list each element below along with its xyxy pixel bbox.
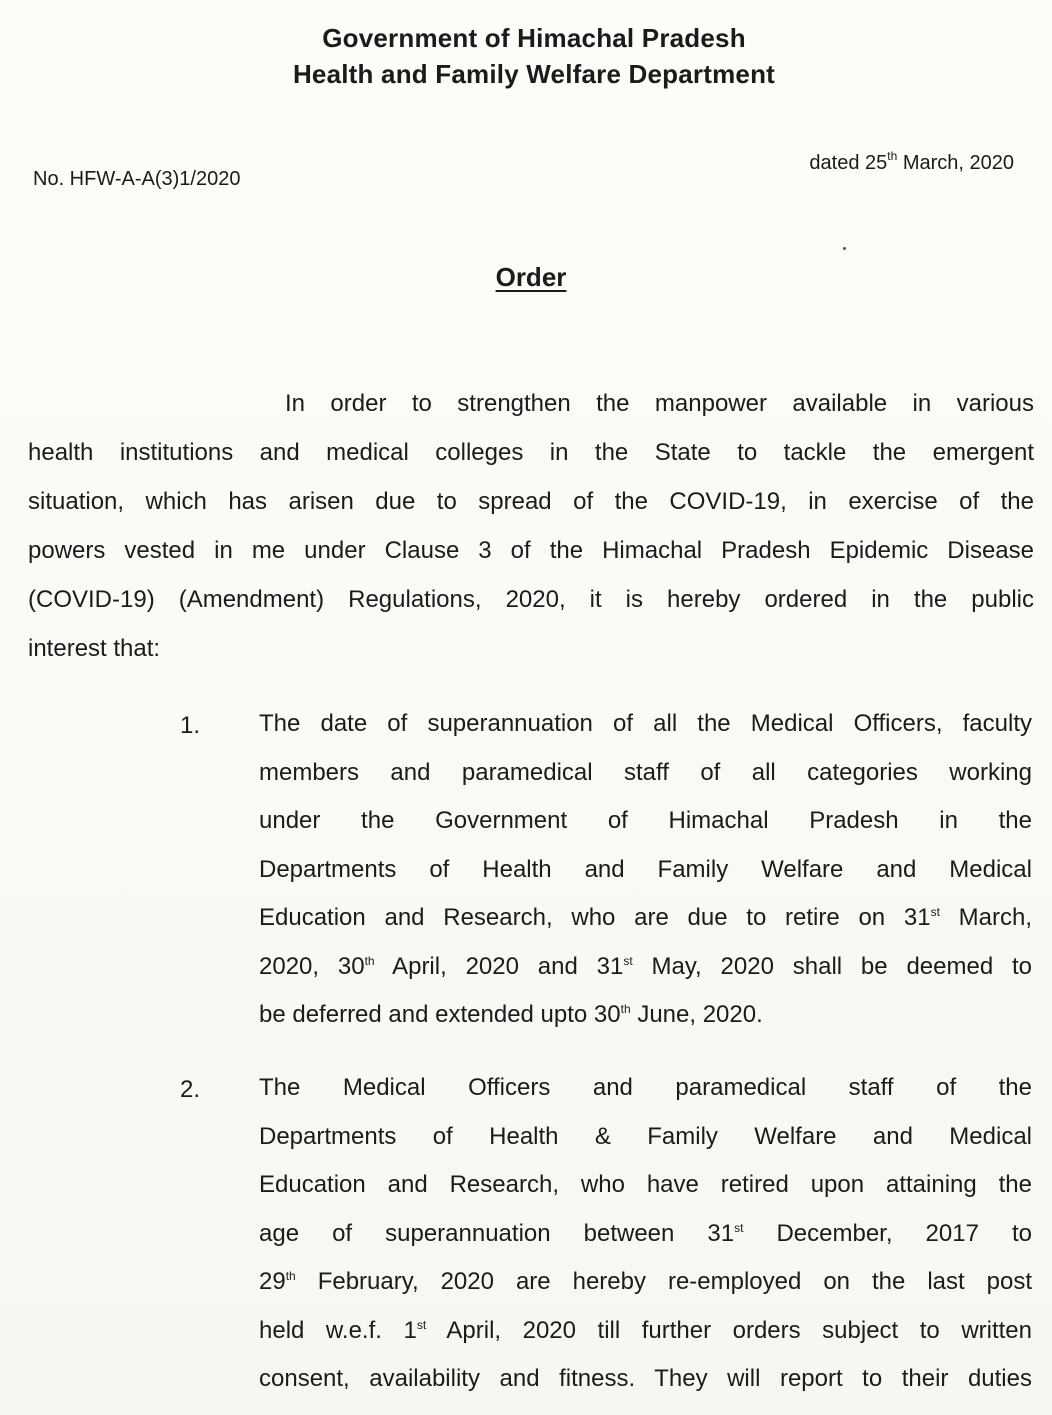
- item-line: Departments of Health and Family Welfare and Medical: [259, 855, 1032, 883]
- item-line: age of superannuation between 31st December, 2017 to: [259, 1219, 1032, 1247]
- item-line: consent, availability and fitness. They will report to their duties: [259, 1365, 1032, 1392]
- header-government: Government of Himachal Pradesh: [322, 23, 746, 53]
- item-line: The date of superannuation of all the Medical Officers, faculty: [259, 710, 1032, 737]
- item-body: [259, 1064, 1032, 1404]
- intro-line: situation, which has arisen due to spread of the COVID-19, in exercise of the: [28, 488, 1034, 515]
- item-line: 2020, 30th April, 2020 and 31st May, 2020 shall be deemed to: [259, 952, 1032, 980]
- intro-line: In order to strengthen the manpower available in various: [285, 390, 1034, 417]
- intro-line: (COVID-19) (Amendment) Regulations, 2020, it is hereby ordered in the public: [28, 586, 1034, 613]
- item-line: Education and Research, who are due to retire on 31st March,: [259, 904, 1032, 931]
- item-line: The Medical Officers and paramedical staff of the: [259, 1074, 1032, 1101]
- item-line: members and paramedical staff of all categories working: [259, 758, 1032, 786]
- order-date: dated 25th March, 2020: [809, 149, 1014, 174]
- item-line: 29th February, 2020 are hereby re-employed on the last post: [259, 1268, 1032, 1295]
- header-department: Health and Family Welfare Department: [292, 59, 776, 89]
- intro-line: health institutions and medical colleges in the State to tackle the emergent: [28, 439, 1034, 466]
- item-line: be deferred and extended upto 30th June, 2020.: [259, 1001, 763, 1028]
- item-line: Education and Research, who have retired upon attaining the: [259, 1171, 1032, 1198]
- intro-line: interest that:: [28, 635, 161, 662]
- item-number: 1.: [180, 712, 201, 739]
- intro-paragraph: [28, 379, 1034, 673]
- reference-number: No. HFW-A-A(3)1/2020: [33, 168, 241, 190]
- item-line: under the Government of Himachal Pradesh in the: [259, 807, 1032, 834]
- item-line: Departments of Health & Family Welfare and Medical: [259, 1122, 1032, 1150]
- item-body: [259, 700, 1032, 1040]
- order-title: Order: [495, 262, 567, 292]
- intro-line: powers vested in me under Clause 3 of the Himachal Pradesh Epidemic Disease: [28, 537, 1034, 564]
- item-number: 2.: [180, 1076, 201, 1103]
- item-line: held w.e.f. 1st April, 2020 till further orders subject to written: [259, 1316, 1032, 1344]
- scan-speck: [843, 247, 846, 250]
